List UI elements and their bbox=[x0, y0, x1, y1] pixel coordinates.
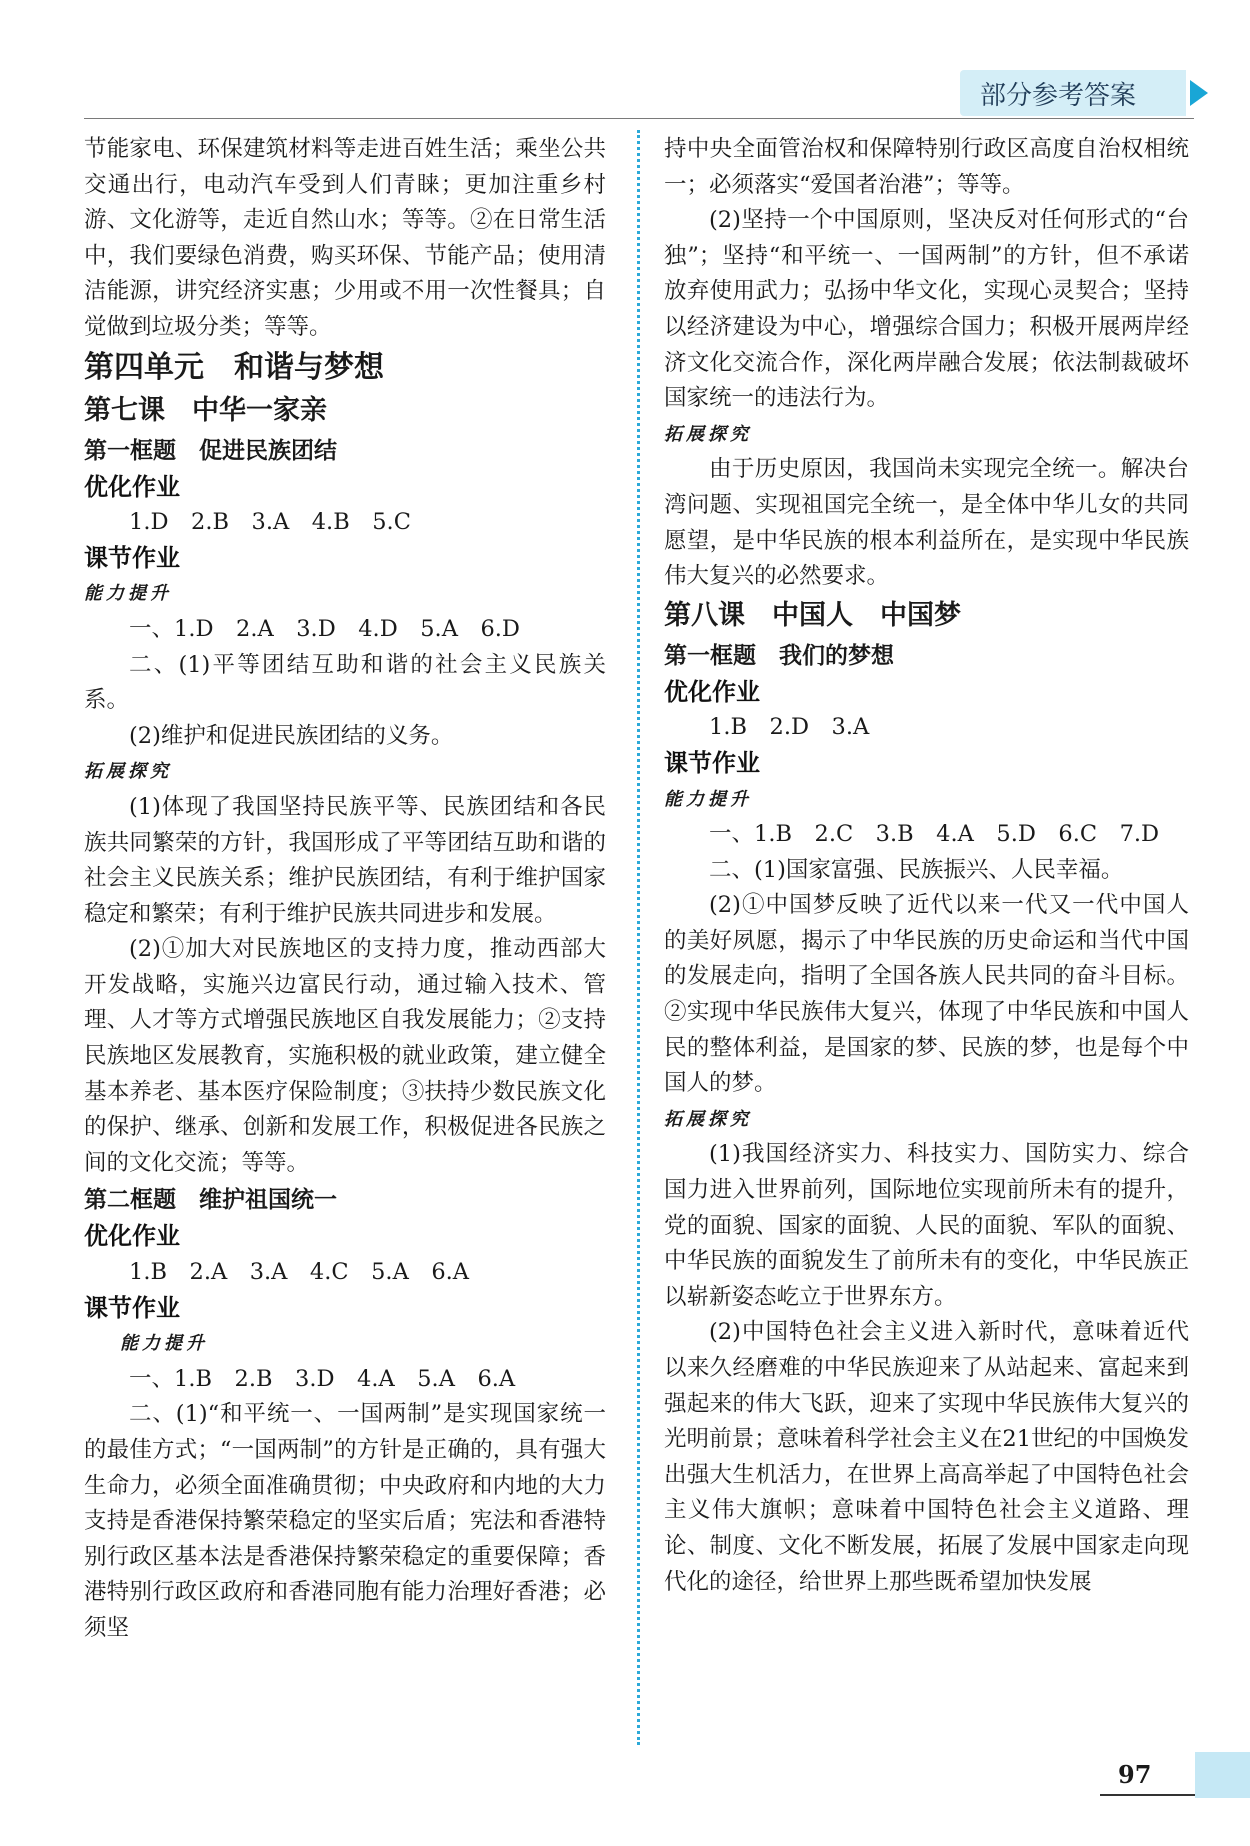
page-number: 97 bbox=[1118, 1760, 1152, 1789]
answer-line: 1.B 2.A 3.A 4.C 5.A 6.A bbox=[129, 1259, 470, 1286]
sub-tuozhan: 拓展探究 bbox=[664, 423, 752, 445]
section-youhua: 优化作业 bbox=[664, 677, 760, 706]
frame-3-title: 第一框题 我们的梦想 bbox=[664, 641, 894, 669]
section-keji: 课节作业 bbox=[84, 1293, 180, 1322]
answer-line: 一、1.D 2.A 3.D 4.D 5.A 6.D bbox=[129, 615, 520, 642]
answer-paragraph: 持中央全面管治权和保障特别行政区高度自治权相统一；必须落实“爱国者治港”；等等。 bbox=[664, 136, 1189, 198]
footer-rule bbox=[1100, 1794, 1196, 1796]
answer-paragraph: (1)体现了我国坚持民族平等、民族团结和各民族共同繁荣的方针，我国形成了平等团结互助和谐的社会主义民族关系；维护民族团结，有利于维护国家稳定和繁荣；有利于维护民族共同进步和发展。 bbox=[84, 793, 606, 927]
section-keji: 课节作业 bbox=[84, 543, 180, 572]
answer-line: 一、1.B 2.C 3.B 4.A 5.D 6.C 7.D bbox=[709, 821, 1160, 848]
section-youhua: 优化作业 bbox=[84, 1222, 180, 1251]
answer-paragraph: 由于历史原因，我国尚未实现完全统一。解决台湾问题、实现祖国完全统一，是全体中华儿女的共同愿望，是中华民族的根本利益所在，是实现中华民族伟大复兴的必然要求。 bbox=[664, 456, 1189, 590]
header-arrow-icon bbox=[1190, 80, 1208, 106]
section-header-title: 部分参考答案 bbox=[980, 80, 1137, 111]
footer-bar bbox=[1195, 1752, 1250, 1798]
column-divider bbox=[637, 130, 640, 1745]
lesson-7-title: 第七课 中华一家亲 bbox=[84, 394, 327, 426]
answer-paragraph: 二、(1)平等团结互助和谐的社会主义民族关系。 bbox=[84, 651, 606, 714]
sub-nengli: 能力提升 bbox=[84, 583, 172, 605]
frame-1-title: 第一框题 促进民族团结 bbox=[84, 436, 337, 464]
answer-paragraph: (2)坚持一个中国原则，坚决反对任何形式的“台独”；坚持“和平统一、一国两制”的方针，但不承诺放弃使用武力；弘扬中华文化，实现心灵契合；坚持以经济建设为中心，增强综合国力；积极开展两岸经济文化交流合作，深化两岸融合发展；依法制裁破坏国家统一的违法行为。 bbox=[664, 207, 1189, 412]
right-column bbox=[664, 132, 1189, 1600]
sub-nengli: 能力提升 bbox=[120, 1333, 208, 1355]
answer-paragraph: (2)①中国梦反映了近代以来一代又一代中国人的美好夙愿，揭示了中华民族的历史命运和当代中国的发展走向，指明了全国各族人民共同的奋斗目标。②实现中华民族伟大复兴，体现了中华民族和中国人民的整体利益，是国家的梦、民族的梦，也是每个中国人的梦。 bbox=[664, 892, 1189, 1097]
lesson-8-title: 第八课 中国人 中国梦 bbox=[664, 599, 961, 631]
sub-tuozhan: 拓展探究 bbox=[664, 1108, 752, 1130]
answer-paragraph: (1)我国经济实力、科技实力、国防实力、综合国力进入世界前列，国际地位实现前所未有的提升，党的面貌、国家的面貌、人民的面貌、军队的面貌、中华民族的面貌发生了前所未有的变化，中华民族正以崭新姿态屹立于世界东方。 bbox=[664, 1141, 1189, 1310]
intro-paragraph: 节能家电、环保建筑材料等走进百姓生活；乘坐公共交通出行，电动汽车受到人们青睐；更加注重乡村游、文化游等，走近自然山水；等等。②在日常生活中，我们要绿色消费，购买环保、节能产品；使用清洁能源，讲究经济实惠；少用或不用一次性餐具；自觉做到垃圾分类；等等。 bbox=[84, 136, 606, 340]
answer-line: 1.B 2.D 3.A bbox=[709, 714, 870, 741]
answer-line: 一、1.B 2.B 3.D 4.A 5.A 6.A bbox=[129, 1365, 516, 1392]
sub-nengli: 能力提升 bbox=[664, 788, 752, 810]
answer-paragraph: 二、(1)国家富强、民族振兴、人民幸福。 bbox=[709, 856, 1124, 883]
answer-line: 1.D 2.B 3.A 4.B 5.C bbox=[129, 509, 411, 536]
section-keji: 课节作业 bbox=[664, 748, 760, 777]
sub-tuozhan: 拓展探究 bbox=[84, 761, 172, 783]
frame-2-title: 第二框题 维护祖国统一 bbox=[84, 1186, 337, 1214]
left-column bbox=[84, 132, 606, 1647]
answer-paragraph: (2)中国特色社会主义进入新时代，意味着近代以来久经磨难的中华民族迎来了从站起来、富起来到强起来的伟大飞跃，迎来了实现中华民族伟大复兴的光明前景；意味着科学社会主义在21世纪的中国焕发出强大生机活力，在世界上高高举起了中国特色社会主义伟大旗帜；意味着中国特色社会主义道路、理论、制度、文化不断发展，拓展了发展中国家走向现代化的途径，给世界上那些既希望加快发展 bbox=[664, 1319, 1189, 1595]
answer-paragraph: (2)①加大对民族地区的支持力度，推动西部大开发战略，实施兴边富民行动，通过输入技术、管理、人才等方式增强民族地区自我发展能力；②支持民族地区发展教育，实施积极的就业政策，建立健全基本养老、基本医疗保险制度；③扶持少数民族文化的保护、继承、创新和发展工作，积极促进各民族之间的文化交流；等等。 bbox=[84, 936, 606, 1176]
section-header-tab bbox=[960, 70, 1186, 116]
header-rule bbox=[84, 118, 1194, 119]
unit-title: 第四单元 和谐与梦想 bbox=[84, 349, 384, 385]
answer-paragraph: 二、(1)“和平统一、一国两制”是实现国家统一的最佳方式；“一国两制”的方针是正确的，具有强大生命力，必须全面准确贯彻；中央政府和内地的大力支持是香港保持繁荣稳定的坚实后盾；宪法和香港特别行政区基本法是香港保持繁荣稳定的重要保障；香港特别行政区政府和香港同胞有能力治理好香港；必须坚 bbox=[84, 1401, 606, 1641]
section-youhua: 优化作业 bbox=[84, 472, 180, 501]
answer-paragraph: (2)维护和促进民族团结的义务。 bbox=[129, 722, 454, 749]
